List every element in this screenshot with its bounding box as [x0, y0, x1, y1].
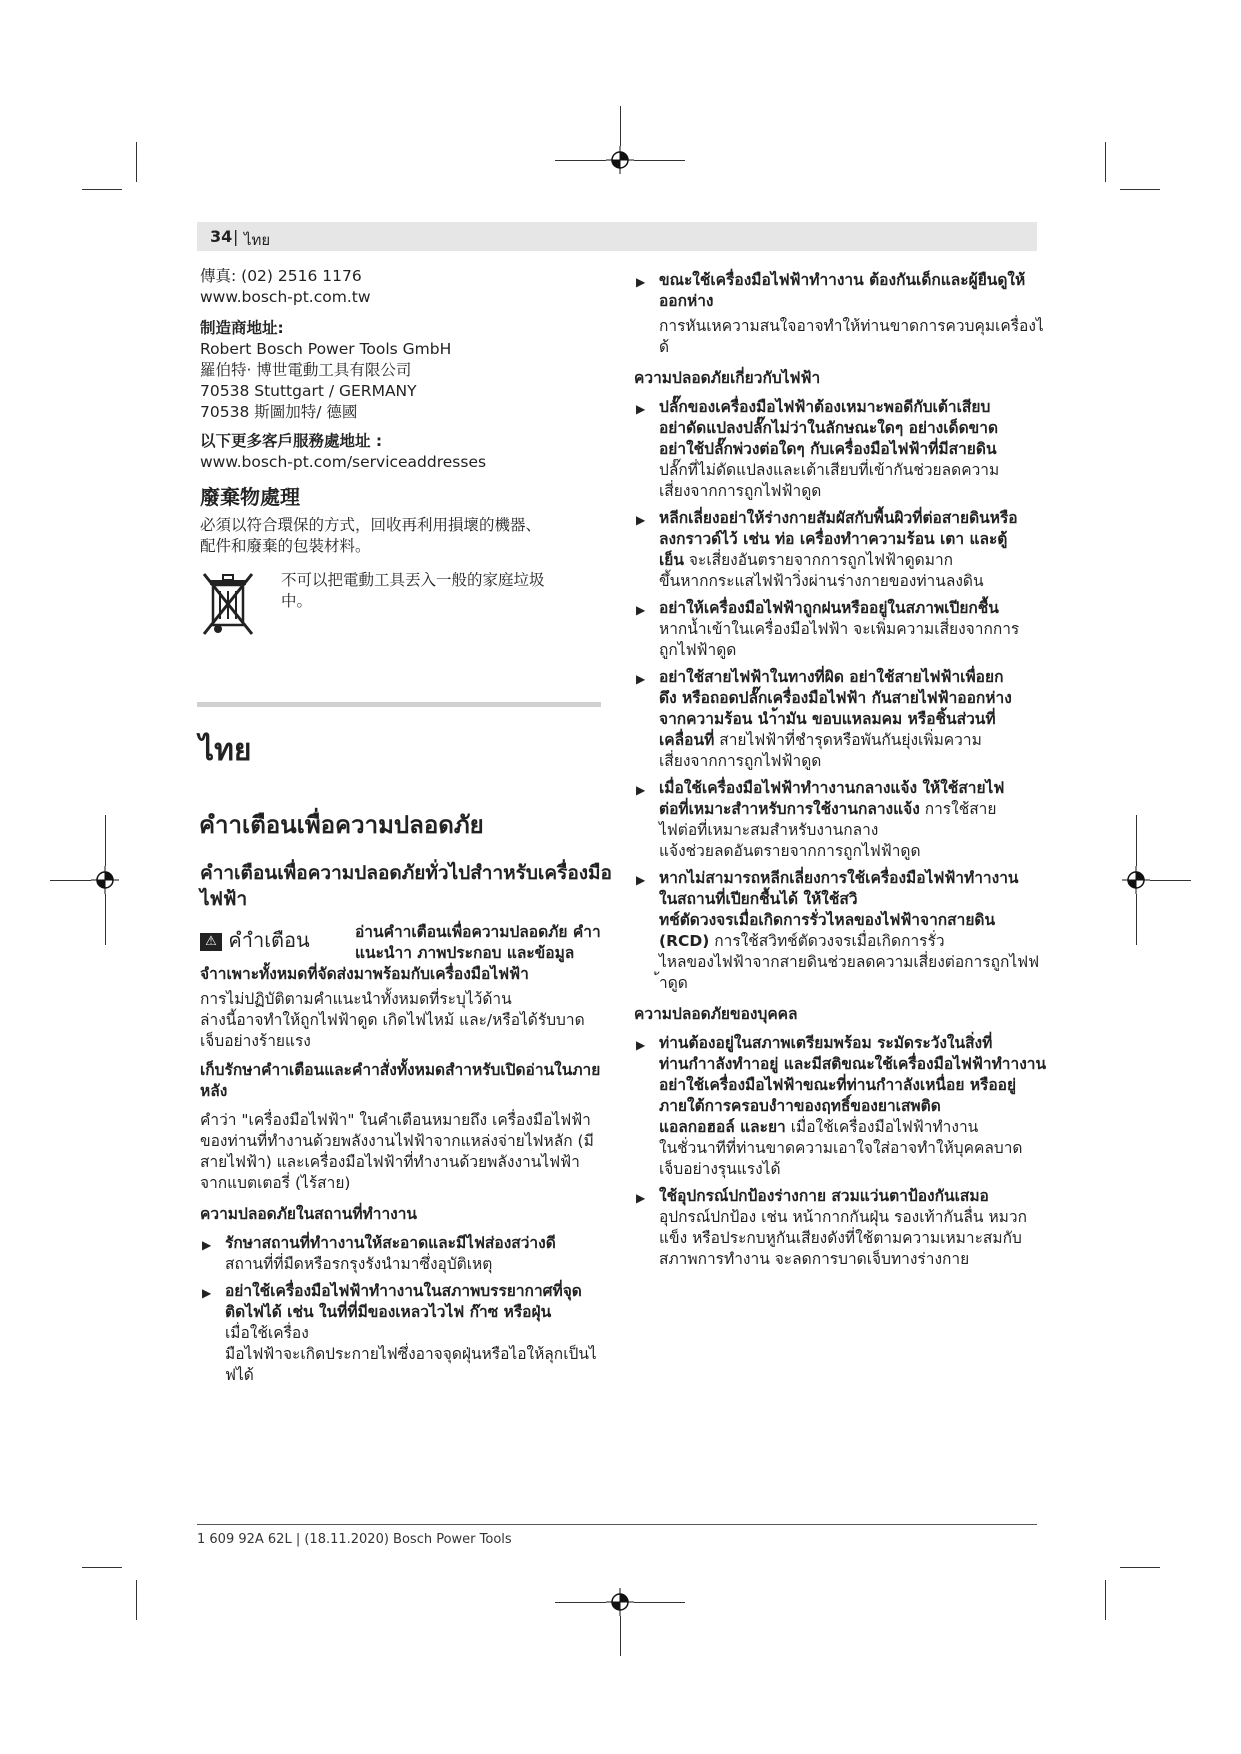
crop-mark [1105, 142, 1106, 182]
crop-mark [105, 815, 106, 866]
bullet-text: การหันเหความสนใจอาจทำให้ท่านขาดการควบคุมเครื่องไ [659, 317, 1044, 335]
language-section-title: ไทย [199, 733, 252, 768]
bullet-bold: ท่านต้องอยู่ในสภาพเตรียมพร้อม ระมัดระวังในสิ่งที่ [659, 1034, 993, 1052]
right-column [634, 270, 1054, 1270]
header-separator: | [233, 227, 239, 246]
bullet-text: จะเสี่ยงอันตรายจากการถูกไฟฟ้าดูดมาก [688, 551, 954, 569]
bullet-bold: เมื่อใช้เครื่องมือไฟฟ้าทำางานกลางแจ้ง ให้ใช้สายไฟ [659, 779, 1005, 797]
crop-mark [105, 894, 106, 945]
general-safety-title: ไฟฟ้า [200, 888, 248, 910]
bullet-bold: ภายใต้การครอบงำาของฤทธิ์ของยาเสพติด [659, 1097, 941, 1115]
manufacturer-line: 羅伯特· 博世電動工具有限公司 [200, 361, 412, 379]
warning-text: แนะนำา ภาพประกอบ และข้อมูล [355, 944, 575, 962]
bullet-text: อุปกรณ์ปกป้อง เช่น หน้ากากกันฝุ่น รองเท้ากันลื่น หมวก [659, 1208, 1027, 1226]
manufacturer-heading: 制造商地址: [200, 319, 284, 337]
term-definition: ของท่านที่ทำงานด้วยพลังงานไฟฟ้าจากแหล่งจ่ายไฟหลัก (มี [200, 1132, 594, 1150]
bullet-text: สายไฟฟ้าที่ชำรุดหรือพันกันยุ่งเพิ่มความ [719, 731, 982, 749]
list-item [634, 508, 1054, 592]
term-definition: สายไฟฟ้า) และเครื่องมือไฟฟ้าที่ทำงานด้วยพลังงานไฟฟ้า [200, 1153, 580, 1171]
bullet-text: การใช้สาย [924, 800, 997, 818]
bullet-bold: รักษาสถานที่ทำางานให้สะอาดและมีไฟส่องสว่างดี [225, 1234, 556, 1252]
bullet-bold: ออกห่าง [659, 292, 714, 310]
bullet-text: เสี่ยงจากการถูกไฟฟ้าดูด [659, 752, 822, 770]
bullet-triangle-icon: ▶ [636, 873, 646, 887]
warning-body: การไม่ปฏิบัติตามคำแนะนำทั้งหมดที่ระบุไว้ด้าน [200, 990, 512, 1008]
crop-mark [634, 1602, 685, 1603]
crop-mark [136, 1580, 137, 1620]
bullet-text: ด้ [659, 338, 670, 356]
warning-block [200, 922, 612, 964]
bullet-bold: แอลกอฮอล์ และยา [659, 1118, 786, 1136]
bullet-bold: ขณะใช้เครื่องมือไฟฟ้าทำางาน ต้องกันเด็กและผู้ยืนดูให้ [659, 271, 1026, 289]
list-item [634, 270, 1054, 358]
bullet-bold: ท่านกำาลังทำาอยู่ และมีสติขณะใช้เครื่องมือไฟฟ้าทำางาน [659, 1055, 1047, 1073]
personal-safety-heading: ความปลอดภัยของบุคคล [634, 1005, 798, 1023]
left-column-lower [200, 860, 612, 1386]
bullet-bold: ปลั๊กของเครื่องมือไฟฟ้าต้องเหมาะพอดีกับเต้าเสียบ [659, 398, 991, 416]
bullet-text: เมื่อใช้เครื่อง [225, 1324, 309, 1342]
crop-mark [555, 1602, 606, 1603]
bullet-triangle-icon: ▶ [636, 1038, 646, 1052]
bullet-triangle-icon: ▶ [202, 1238, 212, 1252]
bullet-text: เมื่อใช้เครื่องมือไฟฟ้าทำงาน [790, 1118, 979, 1136]
crop-mark [1120, 1567, 1160, 1568]
bullet-triangle-icon: ▶ [202, 1286, 212, 1300]
bullet-text: ้าดูด [659, 974, 688, 992]
bullet-bold: อย่าใช้เครื่องมือไฟฟ้าขณะที่ท่านกำาลังเหนื่อย หรืออยู่ [659, 1076, 1017, 1094]
list-item [634, 598, 1054, 661]
bullet-text: ในชั่วนาทีที่ท่านขาดความเอาใจใส่อาจทำให้บุคคลบาด [659, 1139, 1023, 1157]
registration-mark-icon [606, 146, 634, 174]
bullet-bold: เคลื่อนที่ [659, 731, 715, 749]
bullet-text: การใช้สวิทช์ตัดวงจรเมื่อเกิดการรั่ว [714, 932, 945, 950]
workplace-heading: ความปลอดภัยในสถานที่ทำางาน [200, 1205, 418, 1223]
crop-mark [1136, 894, 1137, 945]
warning-label-text: คำำเตือน [228, 928, 310, 952]
bullet-text: แข็ง หรือประกบหูกันเสียงดังที่ใช้ตามความเหมาะสมกับ [659, 1229, 1022, 1247]
registration-mark-icon [91, 866, 119, 894]
crop-mark [1150, 880, 1191, 881]
warning-body: ล่างนี้อาจทำให้ถูกไฟฟ้าดูด เกิดไฟไหม้ และ/หรือได้รับบาด [200, 1011, 585, 1029]
bullet-text: สภาพการทำงาน จะลดการบาดเจ็บทางร่างกาย [659, 1250, 970, 1268]
list-item [634, 868, 1054, 994]
crop-mark [1136, 815, 1137, 866]
list-item [634, 1033, 1054, 1180]
bullet-bold: ทช์ตัดวงจรเมื่อเกิดการรั่วไหลของไฟฟ้าจากสายดิน [659, 911, 996, 929]
bin-notice [281, 570, 611, 612]
service-heading: 以下更多客戶服務處地址 : [200, 432, 383, 450]
bullet-bold: อย่าใช้ปลั๊กพ่วงต่อใดๆ กับเครื่องมือไฟฟ้าที่มีสายดิน [659, 440, 997, 458]
bin-notice-line: 中。 [281, 592, 313, 610]
list-item [634, 667, 1054, 772]
term-definition: จากแบตเตอรี่ (ไร้สาย) [200, 1174, 351, 1192]
registration-mark-icon [1122, 866, 1150, 894]
bullet-text: สถานที่ที่มืดหรือรกรุงรังนำมาซึ่งอุบัติเหตุ [225, 1255, 493, 1273]
list-item [634, 397, 1054, 502]
bullet-triangle-icon: ▶ [636, 603, 646, 617]
general-safety-title: คำาเตือนเพื่อความปลอดภัยทั่วไปสำาหรับเครื่องมือ [200, 862, 612, 884]
crop-mark [620, 1616, 621, 1656]
footer-text: 1 609 92A 62L | (18.11.2020) Bosch Power Tools [197, 1532, 512, 1547]
bullet-triangle-icon: ▶ [636, 672, 646, 686]
section-divider [197, 702, 601, 707]
disposal-text: 必須以符合環保的方式，回收再利用損壞的機器、 [200, 516, 542, 534]
crop-mark [1120, 189, 1160, 190]
bullet-bold: เย็น [659, 551, 684, 569]
manufacturer-line: 70538 Stuttgart / GERMANY [200, 382, 417, 400]
left-column [200, 266, 610, 557]
warning-body: เจ็บอย่างร้ายแรง [200, 1032, 311, 1050]
bullet-text: ไหลของไฟฟ้าจากสายดินช่วยลดความเสี่ยงต่อการถูกไฟฟ [659, 953, 1040, 971]
bullet-bold: อย่าใช้สายไฟฟ้าในทางที่ผิด อย่าใช้สายไฟฟ้าเพื่อยก [659, 668, 1004, 686]
keep-instructions-heading: เก็บรักษาคำาเตือนและคำาสั่งทั้งหมดสำาหรับเปิดอ่านในภาย [200, 1061, 601, 1079]
crop-mark [50, 880, 91, 881]
electrical-safety-heading: ความปลอดภัยเกี่ยวกับไฟฟ้า [634, 369, 821, 387]
website-link[interactable]: www.bosch-pt.com.tw [200, 288, 371, 306]
bullet-text: ขึ้นหากกระแสไฟฟ้าวิ่งผ่านร่างกายของท่านลงดิน [659, 572, 984, 590]
crop-mark [136, 142, 137, 182]
keep-instructions-heading: หลัง [200, 1082, 228, 1100]
list-item [634, 778, 1054, 862]
bullet-triangle-icon: ▶ [636, 275, 646, 289]
fax-line: 傳真: (02) 2516 1176 [200, 267, 362, 285]
crop-mark [620, 106, 621, 146]
bin-notice-line: 不可以把電動工具丟入一般的家庭垃圾 [281, 571, 545, 589]
list-item [634, 1186, 1054, 1270]
crop-mark [634, 160, 685, 161]
crop-mark [1105, 1580, 1106, 1620]
bullet-text: เสี่ยงจากการถูกไฟฟ้าดูด [659, 482, 822, 500]
bullet-bold: ดึง หรือถอดปลั๊กเครื่องมือไฟฟ้า กันสายไฟฟ้าออกห่าง [659, 689, 1012, 707]
bullet-bold: ในสถานที่เปียกชื้นได้ ให้ใช้สวิ [659, 890, 858, 908]
bullet-text: มือไฟฟ้าจะเกิดประกายไฟซึ่งอาจจุดฝุ่นหรือไอให้ลุกเป็นไ [225, 1345, 597, 1363]
bullet-bold: อย่าใช้เครื่องมือไฟฟ้าทำางานในสภาพบรรยากาศที่จุด [225, 1282, 582, 1300]
bullet-bold: อย่าให้เครื่องมือไฟฟ้าถูกฝนหรืออยู่ในสภาพเปียกชื้น [659, 599, 999, 617]
bullet-bold: (RCD) [659, 932, 710, 950]
warning-triangle-icon: ⚠ [200, 933, 222, 951]
list-item [200, 1281, 612, 1386]
bullet-bold: อย่าดัดแปลงปลั๊กไม่ว่าในลักษณะใดๆ อย่างเด็ดขาด [659, 419, 999, 437]
bullet-bold: ใช้อุปกรณ์ปกป้องร่างกาย สวมแว่นตาป้องกันเสมอ [659, 1187, 989, 1205]
bullet-text: หากน้ำเข้าในเครื่องมือไฟฟ้า จะเพิ่มความเสี่ยงจากการ [659, 620, 1020, 638]
disposal-heading: 廢棄物處理 [200, 485, 300, 509]
disposal-text: 配件和廢棄的包裝材料。 [200, 537, 371, 555]
bullet-text: ถูกไฟฟ้าดูด [659, 641, 737, 659]
bullet-bold: ติดไฟได้ เช่น ในที่ที่มีของเหลวไวไฟ ก๊าซ หรือฝุ่น [225, 1303, 552, 1321]
warning-text: จำาเพาะทั้งหมดที่จัดส่งมาพร้อมกับเครื่องมือไฟฟ้า [200, 965, 529, 983]
bullet-triangle-icon: ▶ [636, 1191, 646, 1205]
bullet-triangle-icon: ▶ [636, 402, 646, 416]
term-definition: คำว่า "เครื่องมือไฟฟ้า" ในคำเตือนหมายถึง เครื่องมือไฟฟ้า [200, 1111, 591, 1129]
bullet-text: แจ้งช่วยลดอันตรายจากการถูกไฟฟ้าดูด [659, 842, 921, 860]
crop-mark [555, 160, 606, 161]
list-item [200, 1233, 612, 1275]
manufacturer-line: 70538 斯圖加特/ 德國 [200, 403, 358, 421]
service-url-link[interactable]: www.bosch-pt.com/serviceaddresses [200, 453, 487, 471]
manufacturer-line: Robert Bosch Power Tools GmbH [200, 340, 452, 358]
header-language: ไทย [244, 231, 271, 249]
warning-label [200, 930, 310, 951]
bullet-bold: ต่อที่เหมาะสำาหรับการใช้งานกลางแจ้ง [659, 800, 920, 818]
page-header-bar [197, 222, 1037, 251]
bullet-bold: หลีกเลี่ยงอย่าให้ร่างกายสัมผัสกับพื้นผิวที่ต่อสายดินหรือ [659, 509, 1018, 527]
bullet-text: เจ็บอย่างรุนแรงได้ [659, 1160, 781, 1178]
registration-mark-icon [606, 1588, 634, 1616]
bullet-triangle-icon: ▶ [636, 783, 646, 797]
bullet-text: ปลั๊กที่ไม่ดัดแปลงและเต้าเสียบที่เข้ากันช่วยลดความ [659, 461, 1000, 479]
bullet-bold: ลงกราวด์ไว้ เช่น ท่อ เครื่องทำาความร้อน เตา และตู้ [659, 530, 1008, 548]
bullet-text: ไฟต่อที่เหมาะสมสำหรับงานกลาง [659, 821, 879, 839]
crop-mark [82, 1567, 122, 1568]
footer-rule [197, 1524, 1037, 1525]
crop-mark [82, 189, 122, 190]
bullet-text: ฟได้ [225, 1366, 254, 1384]
crossed-out-bin-icon [201, 571, 255, 637]
bullet-bold: หากไม่สามารถหลีกเลี่ยงการใช้เครื่องมือไฟฟ้าทำางาน [659, 869, 1019, 887]
page-number: 34 [210, 227, 233, 246]
warning-text: อ่านคำาเตือนเพื่อความปลอดภัย คำา [355, 923, 601, 941]
safety-title: คำาเตือนเพื่อความปลอดภัย [199, 811, 484, 839]
bullet-bold: จากความร้อน นำ้ามัน ขอบแหลมคม หรือชิ้นส่วนที่ [659, 710, 996, 728]
bullet-triangle-icon: ▶ [636, 513, 646, 527]
